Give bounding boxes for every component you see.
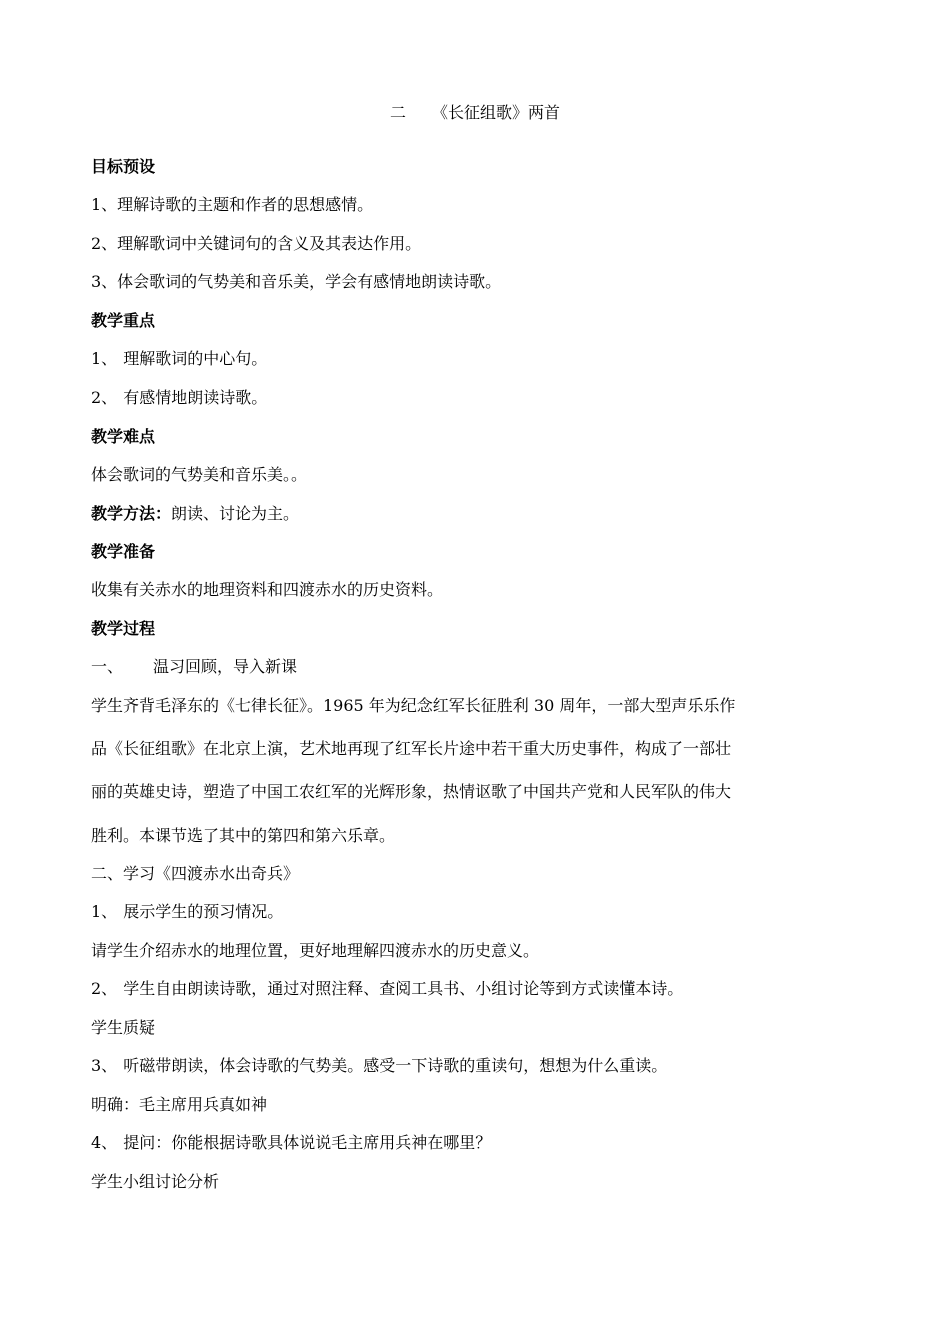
intro-line-2: 品《长征组歌》在北京上演，艺术地再现了红军长片途中若干重大历史事件，构成了一部壮: [91, 739, 732, 758]
process-step-1-text: 温习回顾，导入新课: [153, 657, 298, 676]
method-line: [91, 504, 871, 524]
sub-item-4-num: 4、: [91, 1133, 118, 1152]
process-step-2: 二、学习《四渡赤水出奇兵》: [91, 864, 300, 883]
sub-item-1-text: 展示学生的预习情况。: [123, 902, 284, 921]
sub-item-1-detail: 请学生介绍赤水的地理位置，更好地理解四渡赤水的历史意义。: [91, 941, 540, 960]
sub-item-1-num: 1、: [91, 902, 118, 921]
sub-item-4: [91, 1133, 871, 1153]
prep-text: 收集有关赤水的地理资料和四渡赤水的历史资料。: [91, 580, 444, 599]
sub-item-3: [91, 1056, 871, 1076]
title-number: 二: [389, 103, 406, 122]
goal-item-2: 2、理解歌词中关键词句的含义及其表达作用。: [91, 234, 422, 253]
focus-heading: 教学重点: [91, 311, 156, 330]
focus-item-2-text: 有感情地朗读诗歌。: [123, 388, 268, 407]
sub-item-3-text: 听磁带朗读，体会诗歌的气势美。感受一下诗歌的重读句，想想为什么重读。: [123, 1056, 668, 1075]
sub-item-1: [91, 902, 871, 922]
intro-line-4: 胜利。本课节选了其中的第四和第六乐章。: [91, 826, 396, 845]
sub-item-3-detail: 明确：毛主席用兵真如神: [91, 1095, 268, 1114]
method-label: 教学方法：: [91, 504, 172, 523]
focus-item-1-num: 1、: [91, 349, 118, 368]
sub-item-2-text: 学生自由朗读诗歌，通过对照注释、查阅工具书、小组讨论等到方式读懂本诗。: [123, 979, 684, 998]
intro-line-1: 学生齐背毛泽东的《七律长征》。1965 年为纪念红军长征胜利 30 周年，一部大型声乐乐作: [91, 696, 736, 715]
focus-item-2: [91, 388, 871, 408]
process-step-1: [91, 657, 871, 677]
focus-item-2-num: 2、: [91, 388, 118, 407]
sub-item-2: [91, 979, 871, 999]
title-text: 《长征组歌》两首: [432, 103, 561, 122]
sub-item-4-text: 提问：你能根据诗歌具体说说毛主席用兵神在哪里？: [123, 1133, 492, 1152]
process-step-1-num: 一、: [91, 657, 124, 676]
goal-item-3: 3、体会歌词的气势美和音乐美，学会有感情地朗读诗歌。: [91, 272, 502, 291]
focus-item-1-text: 理解歌词的中心句。: [123, 349, 268, 368]
sub-item-2-num: 2、: [91, 979, 118, 998]
method-text: 朗读、讨论为主。: [171, 504, 300, 523]
goals-heading: 目标预设: [91, 157, 156, 176]
difficulty-text: 体会歌词的气势美和音乐美。。: [91, 465, 308, 484]
sub-item-2-detail: 学生质疑: [91, 1018, 156, 1037]
sub-item-3-num: 3、: [91, 1056, 118, 1075]
focus-item-1: [91, 349, 871, 369]
prep-heading: 教学准备: [91, 542, 156, 561]
page-title: [0, 103, 950, 123]
intro-line-3: 丽的英雄史诗，塑造了中国工农红军的光辉形象，热情讴歌了中国共产党和人民军队的伟大: [91, 782, 732, 801]
process-heading: 教学过程: [91, 619, 156, 638]
sub-item-4-detail: 学生小组讨论分析: [91, 1172, 220, 1191]
difficulty-heading: 教学难点: [91, 427, 156, 446]
goal-item-1: 1、理解诗歌的主题和作者的思想感情。: [91, 195, 374, 214]
